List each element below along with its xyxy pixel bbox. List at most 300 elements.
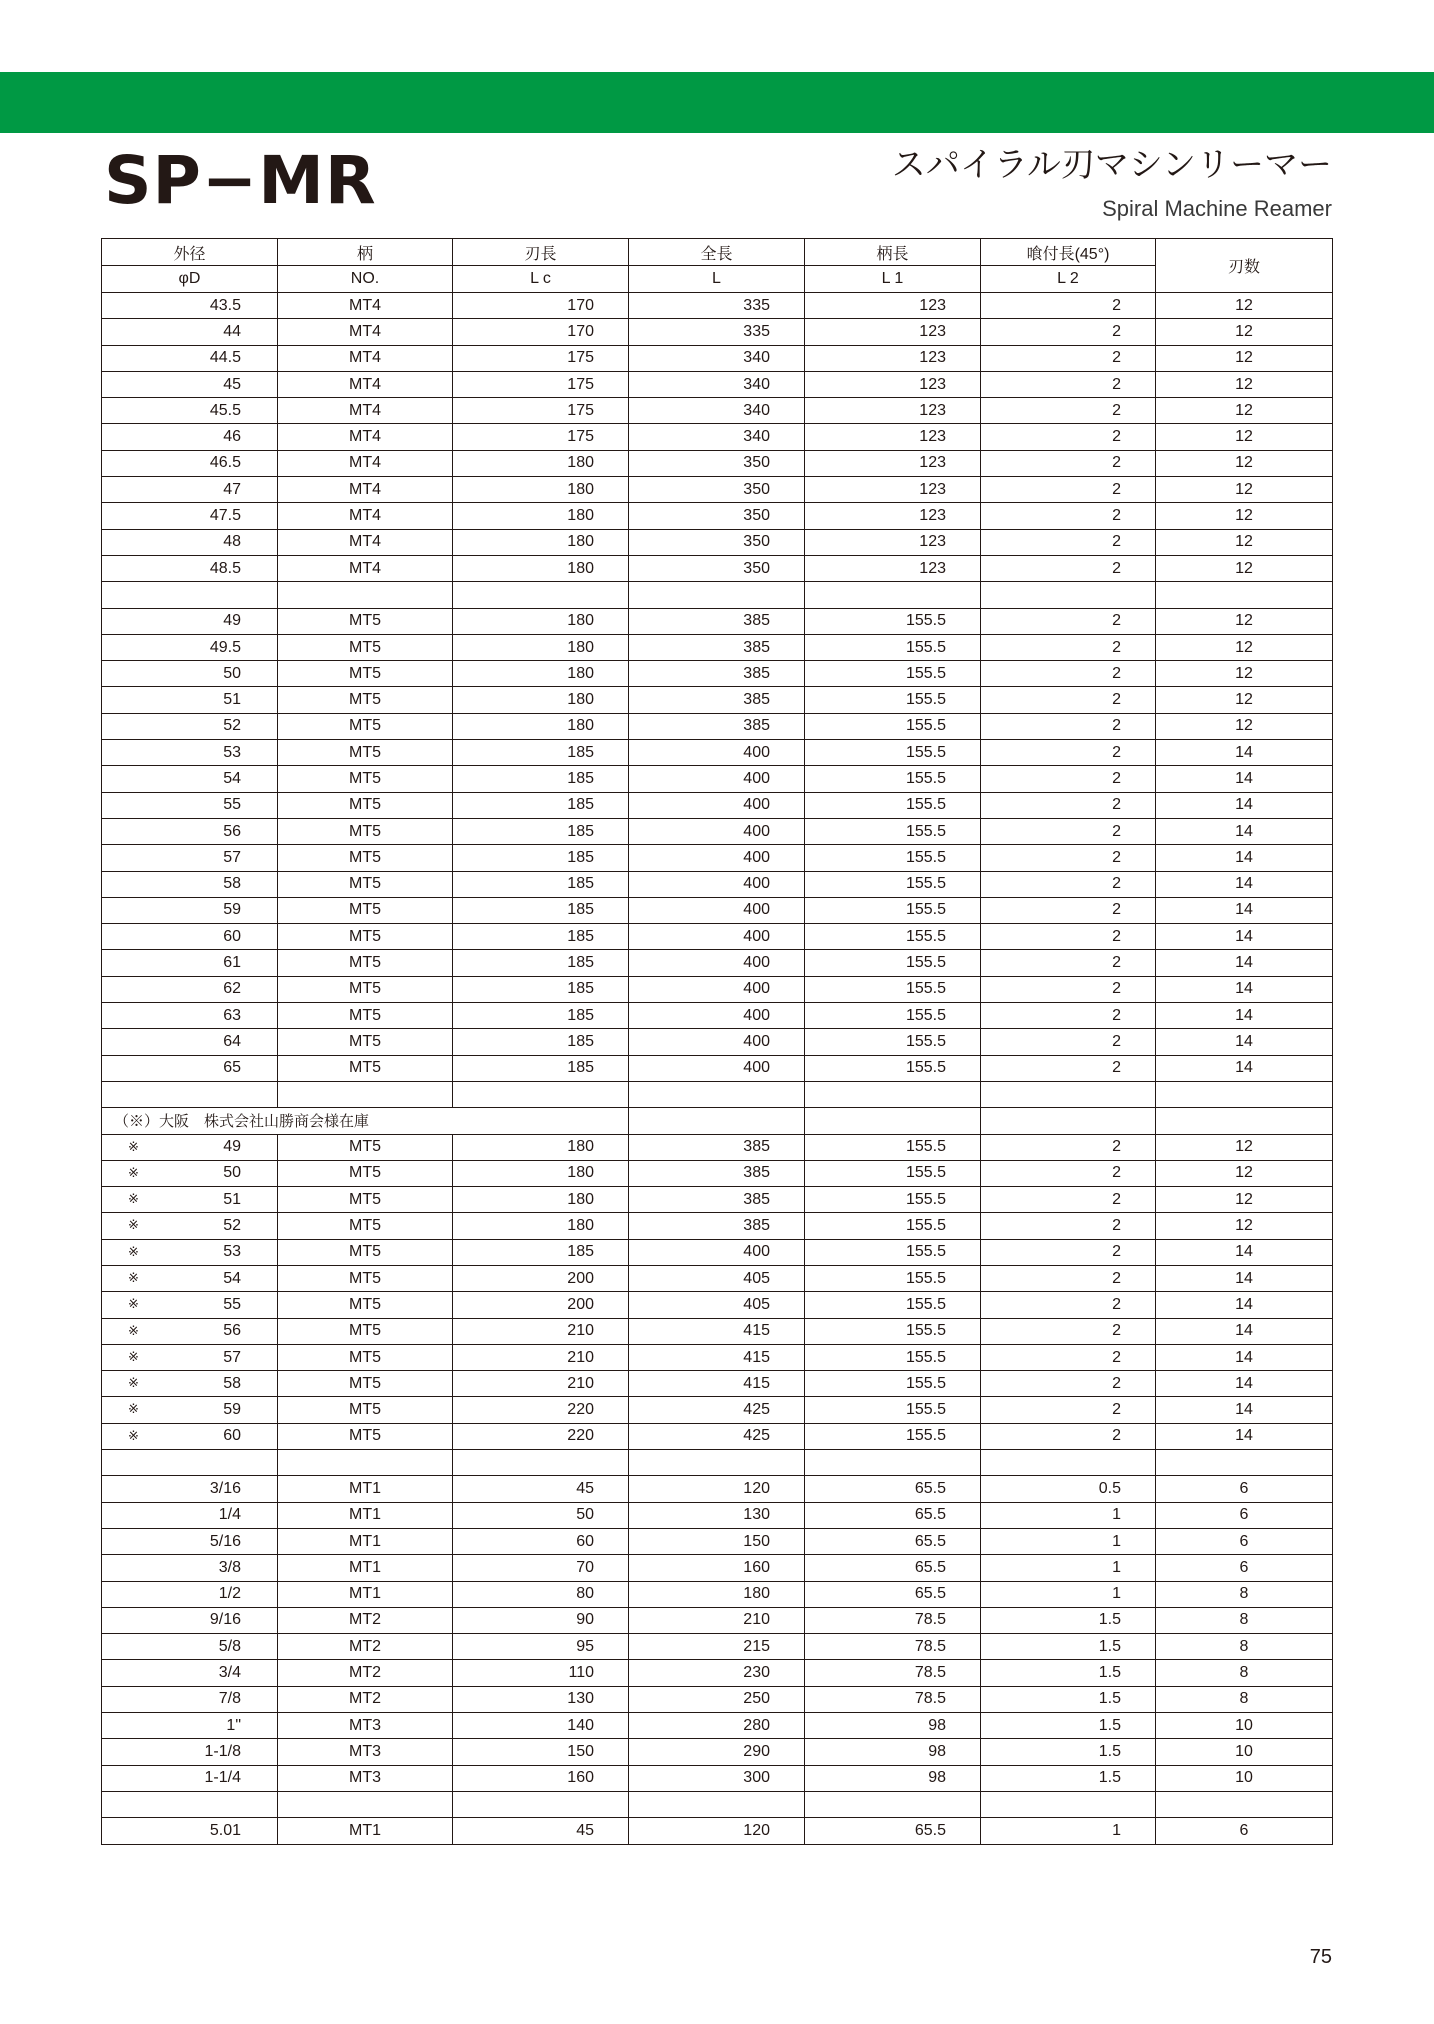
diameter-value: 3/8 [218, 1558, 241, 1576]
cell-shank-length: 155.5 [805, 792, 981, 818]
cell-shank-no: MT5 [278, 608, 453, 634]
cell-shank-length: 155.5 [805, 608, 981, 634]
cell-shank-length: 123 [805, 529, 981, 555]
diameter-value: 64 [223, 1032, 241, 1050]
page-number: 75 [1309, 1946, 1332, 1968]
cell-diameter [102, 871, 278, 897]
cell-diameter [102, 1318, 278, 1344]
cell-diameter [102, 924, 278, 950]
cell-chamfer-length: 2 [981, 634, 1156, 660]
cell-shank-length: 123 [805, 555, 981, 581]
cell-flutes: 12 [1156, 319, 1333, 345]
cell-flute-length: 80 [453, 1581, 629, 1607]
table-row [102, 1713, 1333, 1739]
diameter-value: 62 [223, 980, 241, 998]
cell-diameter [102, 503, 278, 529]
cell-diameter [102, 319, 278, 345]
cell-shank-no: MT5 [278, 1134, 453, 1160]
cell-flutes: 12 [1156, 1134, 1333, 1160]
diameter-value: 47 [223, 480, 241, 498]
cell-overall-length: 385 [629, 1213, 805, 1239]
cell-overall-length: 340 [629, 345, 805, 371]
header-band [0, 72, 1434, 133]
empty-cell [805, 1450, 981, 1476]
cell-overall-length: 120 [629, 1818, 805, 1844]
cell-diameter [102, 608, 278, 634]
cell-chamfer-length: 2 [981, 424, 1156, 450]
cell-flutes: 14 [1156, 871, 1333, 897]
diameter-value: 54 [223, 1269, 241, 1287]
cell-flutes: 14 [1156, 1371, 1333, 1397]
diameter-value: 46.5 [209, 454, 241, 472]
cell-shank-length: 155.5 [805, 1371, 981, 1397]
cell-flute-length: 220 [453, 1423, 629, 1449]
cell-shank-length: 123 [805, 371, 981, 397]
cell-shank-no: MT5 [278, 1029, 453, 1055]
table-row [102, 424, 1333, 450]
cell-diameter [102, 1713, 278, 1739]
cell-shank-length: 155.5 [805, 687, 981, 713]
cell-flutes: 12 [1156, 371, 1333, 397]
cell-overall-length: 425 [629, 1397, 805, 1423]
cell-flutes: 14 [1156, 1055, 1333, 1081]
cell-shank-no: MT5 [278, 1265, 453, 1291]
cell-shank-length: 155.5 [805, 1029, 981, 1055]
cell-chamfer-length: 2 [981, 871, 1156, 897]
cell-flute-length: 180 [453, 1187, 629, 1213]
cell-shank-no: MT3 [278, 1713, 453, 1739]
cell-flute-length: 180 [453, 608, 629, 634]
table-row [102, 687, 1333, 713]
stock-mark: ※ [128, 1164, 139, 1180]
diameter-value: 45 [223, 375, 241, 393]
cell-shank-no: MT1 [278, 1476, 453, 1502]
empty-cell [629, 1791, 805, 1817]
cell-flute-length: 180 [453, 477, 629, 503]
cell-diameter [102, 661, 278, 687]
cell-chamfer-length: 2 [981, 1292, 1156, 1318]
cell-overall-length: 180 [629, 1581, 805, 1607]
cell-flutes: 6 [1156, 1476, 1333, 1502]
cell-overall-length: 400 [629, 740, 805, 766]
diameter-value: 52 [223, 1217, 241, 1235]
cell-diameter [102, 477, 278, 503]
cell-shank-no: MT5 [278, 976, 453, 1002]
cell-flutes: 14 [1156, 818, 1333, 844]
empty-cell [278, 1081, 453, 1107]
cell-diameter [102, 792, 278, 818]
cell-flutes: 14 [1156, 976, 1333, 1002]
col-header-chamfer-length: 喰付長(45°) [981, 239, 1156, 266]
cell-diameter [102, 450, 278, 476]
cell-flutes: 10 [1156, 1713, 1333, 1739]
cell-shank-length: 155.5 [805, 818, 981, 844]
cell-flutes: 14 [1156, 1265, 1333, 1291]
cell-diameter [102, 1476, 278, 1502]
table-row [102, 1055, 1333, 1081]
diameter-value: 5/8 [218, 1637, 241, 1655]
cell-chamfer-length: 1 [981, 1581, 1156, 1607]
cell-overall-length: 385 [629, 1160, 805, 1186]
table-row [102, 555, 1333, 581]
cell-flute-length: 175 [453, 398, 629, 424]
cell-shank-no: MT5 [278, 1213, 453, 1239]
empty-cell [1156, 1450, 1333, 1476]
cell-chamfer-length: 2 [981, 503, 1156, 529]
cell-shank-no: MT5 [278, 1239, 453, 1265]
diameter-value: 44 [223, 322, 241, 340]
cell-shank-no: MT5 [278, 687, 453, 713]
cell-flute-length: 185 [453, 1055, 629, 1081]
cell-flute-length: 185 [453, 740, 629, 766]
cell-flutes: 14 [1156, 1318, 1333, 1344]
col-subheader-l2: L 2 [981, 266, 1156, 293]
cell-flute-length: 180 [453, 555, 629, 581]
cell-flutes: 14 [1156, 792, 1333, 818]
empty-cell [1156, 582, 1333, 608]
cell-flute-length: 180 [453, 450, 629, 476]
cell-diameter [102, 1555, 278, 1581]
cell-shank-no: MT5 [278, 924, 453, 950]
cell-shank-no: MT5 [278, 950, 453, 976]
cell-chamfer-length: 1.5 [981, 1713, 1156, 1739]
cell-overall-length: 400 [629, 1029, 805, 1055]
cell-flutes: 8 [1156, 1634, 1333, 1660]
cell-shank-no: MT2 [278, 1660, 453, 1686]
table-row [102, 740, 1333, 766]
cell-flute-length: 140 [453, 1713, 629, 1739]
cell-overall-length: 340 [629, 424, 805, 450]
cell-overall-length: 400 [629, 897, 805, 923]
cell-overall-length: 215 [629, 1634, 805, 1660]
cell-shank-length: 98 [805, 1765, 981, 1791]
cell-overall-length: 335 [629, 293, 805, 319]
cell-flutes: 14 [1156, 1239, 1333, 1265]
cell-overall-length: 385 [629, 713, 805, 739]
cell-shank-no: MT5 [278, 1187, 453, 1213]
cell-flutes: 12 [1156, 450, 1333, 476]
cell-shank-length: 155.5 [805, 1134, 981, 1160]
stock-mark: ※ [128, 1138, 139, 1154]
cell-flutes: 12 [1156, 661, 1333, 687]
cell-flutes: 12 [1156, 634, 1333, 660]
cell-shank-length: 65.5 [805, 1502, 981, 1528]
table-row [102, 950, 1333, 976]
stock-mark: ※ [128, 1243, 139, 1259]
cell-diameter [102, 713, 278, 739]
diameter-value: 1/2 [218, 1585, 241, 1603]
diameter-value: 60 [223, 1427, 241, 1445]
cell-flutes: 6 [1156, 1502, 1333, 1528]
table-row [102, 1397, 1333, 1423]
table-row [102, 1607, 1333, 1633]
cell-chamfer-length: 2 [981, 1265, 1156, 1291]
diameter-value: 55 [223, 796, 241, 814]
cell-overall-length: 400 [629, 1055, 805, 1081]
empty-cell [278, 1450, 453, 1476]
cell-shank-length: 155.5 [805, 1213, 981, 1239]
diameter-value: 58 [223, 875, 241, 893]
cell-shank-length: 155.5 [805, 1003, 981, 1029]
cell-chamfer-length: 2 [981, 1397, 1156, 1423]
cell-flute-length: 50 [453, 1502, 629, 1528]
cell-shank-length: 65.5 [805, 1818, 981, 1844]
diameter-value: 46 [223, 428, 241, 446]
cell-shank-no: MT5 [278, 1423, 453, 1449]
table-row [102, 897, 1333, 923]
table-row [102, 1555, 1333, 1581]
cell-flutes: 14 [1156, 950, 1333, 976]
col-subheader-d: φD [102, 266, 278, 293]
cell-diameter [102, 1397, 278, 1423]
cell-shank-no: MT5 [278, 1055, 453, 1081]
cell-chamfer-length: 1 [981, 1502, 1156, 1528]
cell-flute-length: 180 [453, 503, 629, 529]
cell-shank-length: 78.5 [805, 1686, 981, 1712]
diameter-value: 58 [223, 1374, 241, 1392]
table-row [102, 1239, 1333, 1265]
cell-overall-length: 350 [629, 477, 805, 503]
col-subheader-lc: L c [453, 266, 629, 293]
cell-shank-no: MT1 [278, 1555, 453, 1581]
diameter-value: 50 [223, 1164, 241, 1182]
col-subheader-l: L [629, 266, 805, 293]
cell-chamfer-length: 2 [981, 1344, 1156, 1370]
cell-chamfer-length: 2 [981, 1318, 1156, 1344]
cell-chamfer-length: 2 [981, 293, 1156, 319]
cell-shank-length: 65.5 [805, 1555, 981, 1581]
diameter-value: 45.5 [209, 401, 241, 419]
cell-flutes: 12 [1156, 1213, 1333, 1239]
cell-chamfer-length: 2 [981, 477, 1156, 503]
cell-chamfer-length: 2 [981, 1423, 1156, 1449]
cell-flutes: 14 [1156, 1423, 1333, 1449]
cell-shank-no: MT3 [278, 1739, 453, 1765]
empty-cell [805, 1791, 981, 1817]
diameter-value: 63 [223, 1006, 241, 1024]
cell-shank-no: MT5 [278, 818, 453, 844]
table-row [102, 1765, 1333, 1791]
cell-flutes: 10 [1156, 1739, 1333, 1765]
diameter-value: 50 [223, 664, 241, 682]
cell-shank-no: MT1 [278, 1581, 453, 1607]
cell-overall-length: 400 [629, 950, 805, 976]
cell-diameter [102, 1686, 278, 1712]
cell-diameter [102, 1055, 278, 1081]
cell-chamfer-length: 2 [981, 1055, 1156, 1081]
cell-flute-length: 185 [453, 871, 629, 897]
cell-flute-length: 200 [453, 1292, 629, 1318]
cell-shank-length: 155.5 [805, 976, 981, 1002]
cell-overall-length: 210 [629, 1607, 805, 1633]
cell-diameter [102, 1818, 278, 1844]
cell-diameter [102, 1213, 278, 1239]
cell-flute-length: 210 [453, 1371, 629, 1397]
cell-diameter [102, 371, 278, 397]
cell-diameter [102, 897, 278, 923]
cell-chamfer-length: 0.5 [981, 1476, 1156, 1502]
cell-diameter [102, 1502, 278, 1528]
cell-diameter [102, 1371, 278, 1397]
header-row-1 [102, 239, 1333, 266]
cell-overall-length: 385 [629, 1134, 805, 1160]
cell-flutes: 12 [1156, 1187, 1333, 1213]
cell-shank-length: 155.5 [805, 740, 981, 766]
empty-cell [102, 1450, 278, 1476]
cell-flutes: 14 [1156, 1029, 1333, 1055]
cell-overall-length: 230 [629, 1660, 805, 1686]
cell-shank-no: MT1 [278, 1528, 453, 1554]
cell-diameter [102, 1765, 278, 1791]
cell-chamfer-length: 2 [981, 555, 1156, 581]
cell-flutes: 12 [1156, 477, 1333, 503]
diameter-value: 61 [223, 954, 241, 972]
cell-shank-no: MT5 [278, 1003, 453, 1029]
table-row [102, 871, 1333, 897]
cell-overall-length: 400 [629, 976, 805, 1002]
cell-shank-no: MT5 [278, 713, 453, 739]
cell-chamfer-length: 1.5 [981, 1739, 1156, 1765]
cell-diameter [102, 529, 278, 555]
cell-chamfer-length: 2 [981, 1160, 1156, 1186]
note-row [102, 1108, 1333, 1134]
cell-overall-length: 400 [629, 1239, 805, 1265]
cell-flutes: 14 [1156, 924, 1333, 950]
diameter-value: 57 [223, 1348, 241, 1366]
diameter-value: 3/16 [209, 1480, 241, 1497]
cell-diameter [102, 1634, 278, 1660]
diameter-value: 1-1/8 [204, 1742, 241, 1760]
spec-table [101, 238, 1333, 1845]
stock-mark: ※ [128, 1322, 139, 1338]
cell-overall-length: 400 [629, 792, 805, 818]
table-row [102, 1528, 1333, 1554]
cell-chamfer-length: 2 [981, 1239, 1156, 1265]
cell-flutes: 8 [1156, 1581, 1333, 1607]
product-title-jp: スパイラル刃マシンリーマー [891, 145, 1332, 185]
cell-shank-length: 155.5 [805, 661, 981, 687]
cell-flute-length: 185 [453, 766, 629, 792]
stock-mark: ※ [128, 1269, 139, 1285]
cell-shank-length: 78.5 [805, 1607, 981, 1633]
empty-cell [1156, 1081, 1333, 1107]
cell-shank-no: MT4 [278, 398, 453, 424]
diameter-value: 54 [223, 769, 241, 787]
cell-shank-no: MT4 [278, 477, 453, 503]
diameter-value: 1" [226, 1716, 241, 1734]
cell-diameter [102, 634, 278, 660]
cell-shank-no: MT2 [278, 1686, 453, 1712]
diameter-value: 53 [223, 743, 241, 761]
cell-overall-length: 400 [629, 845, 805, 871]
cell-flute-length: 180 [453, 661, 629, 687]
cell-flute-length: 90 [453, 1607, 629, 1633]
cell-chamfer-length: 1.5 [981, 1634, 1156, 1660]
cell-shank-length: 155.5 [805, 950, 981, 976]
cell-diameter [102, 398, 278, 424]
cell-flutes: 12 [1156, 398, 1333, 424]
blank-row [102, 582, 1333, 608]
table-row [102, 608, 1333, 634]
cell-overall-length: 335 [629, 319, 805, 345]
table-row [102, 1634, 1333, 1660]
cell-shank-length: 123 [805, 503, 981, 529]
cell-shank-no: MT5 [278, 661, 453, 687]
cell-chamfer-length: 2 [981, 924, 1156, 950]
cell-chamfer-length: 1 [981, 1555, 1156, 1581]
blank-row [102, 1791, 1333, 1817]
cell-diameter [102, 766, 278, 792]
cell-overall-length: 400 [629, 871, 805, 897]
cell-shank-no: MT4 [278, 503, 453, 529]
cell-flutes: 12 [1156, 529, 1333, 555]
cell-shank-length: 155.5 [805, 871, 981, 897]
empty-cell [278, 582, 453, 608]
cell-chamfer-length: 2 [981, 1029, 1156, 1055]
table-row [102, 1423, 1333, 1449]
cell-shank-length: 155.5 [805, 897, 981, 923]
stock-mark: ※ [128, 1427, 139, 1443]
empty-cell [805, 1108, 981, 1134]
col-subheader-no: NO. [278, 266, 453, 293]
cell-shank-no: MT5 [278, 871, 453, 897]
diameter-value: 59 [223, 901, 241, 919]
table-row [102, 1686, 1333, 1712]
diameter-value: 1-1/4 [204, 1769, 241, 1787]
cell-flute-length: 130 [453, 1686, 629, 1712]
cell-shank-length: 155.5 [805, 1423, 981, 1449]
cell-shank-no: MT5 [278, 897, 453, 923]
cell-overall-length: 385 [629, 687, 805, 713]
stock-mark: ※ [128, 1375, 139, 1391]
cell-flute-length: 70 [453, 1555, 629, 1581]
cell-shank-length: 155.5 [805, 1397, 981, 1423]
cell-chamfer-length: 2 [981, 371, 1156, 397]
spec-table-body [102, 293, 1333, 1845]
cell-overall-length: 385 [629, 1187, 805, 1213]
cell-flute-length: 185 [453, 976, 629, 1002]
cell-chamfer-length: 2 [981, 319, 1156, 345]
cell-diameter [102, 1187, 278, 1213]
cell-diameter [102, 555, 278, 581]
cell-flute-length: 95 [453, 1634, 629, 1660]
empty-cell [629, 1081, 805, 1107]
cell-shank-no: MT4 [278, 529, 453, 555]
table-row [102, 766, 1333, 792]
cell-shank-no: MT5 [278, 1160, 453, 1186]
cell-flute-length: 180 [453, 1134, 629, 1160]
stock-mark: ※ [128, 1217, 139, 1233]
empty-cell [453, 1450, 629, 1476]
cell-chamfer-length: 2 [981, 1213, 1156, 1239]
cell-flutes: 6 [1156, 1528, 1333, 1554]
empty-cell [102, 1081, 278, 1107]
cell-flutes: 12 [1156, 424, 1333, 450]
cell-overall-length: 385 [629, 608, 805, 634]
cell-shank-length: 155.5 [805, 1292, 981, 1318]
cell-flutes: 6 [1156, 1818, 1333, 1844]
cell-overall-length: 385 [629, 634, 805, 660]
cell-overall-length: 340 [629, 371, 805, 397]
col-header-shank-length: 柄長 [805, 239, 981, 266]
cell-flute-length: 180 [453, 634, 629, 660]
diameter-value: 49 [223, 612, 241, 630]
cell-diameter [102, 1739, 278, 1765]
cell-overall-length: 350 [629, 555, 805, 581]
cell-overall-length: 350 [629, 503, 805, 529]
empty-cell [981, 1450, 1156, 1476]
cell-chamfer-length: 2 [981, 740, 1156, 766]
